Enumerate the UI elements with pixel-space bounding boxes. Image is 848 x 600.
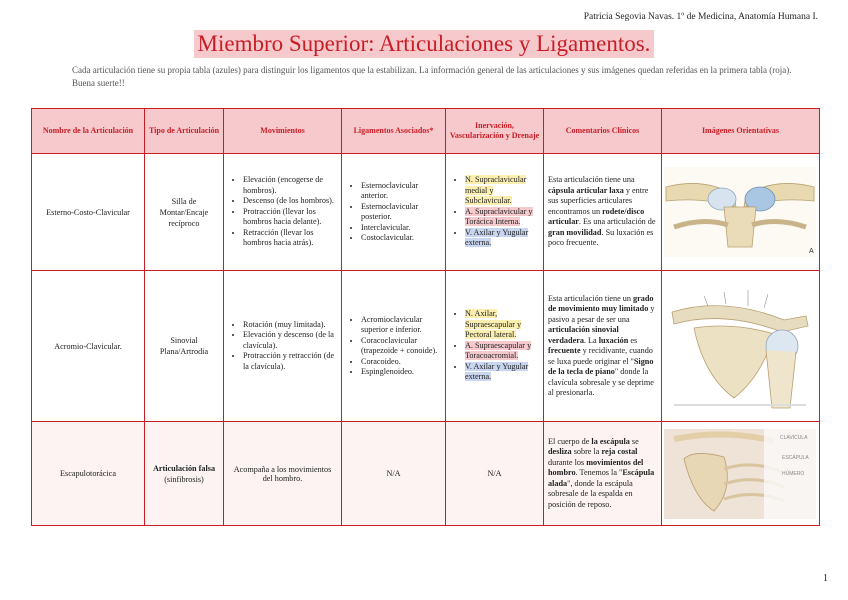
list-item	[465, 175, 539, 207]
list-item	[465, 228, 539, 249]
vein-text: V. Axilar y Yugular externa.	[465, 361, 529, 382]
list-item: • Elevación y descenso (de la clavícula).	[243, 330, 337, 351]
list-item: • Costoclavicular.	[361, 233, 441, 244]
comment-bold-text: cápsula articular laxa	[548, 185, 624, 195]
clinical-comment	[544, 271, 662, 422]
list-item	[465, 207, 539, 228]
joint-type-detail: (sinfibrosis)	[164, 474, 204, 484]
header-cell: Movimientos	[224, 109, 342, 154]
comment-bold-text: articulación sinovial verdadera	[548, 325, 619, 345]
ligaments-cell	[342, 271, 446, 422]
comment-text: sobre la	[571, 447, 602, 457]
comment-bold-text: rodete/disco articular	[548, 206, 645, 227]
comment-text: es	[628, 335, 638, 345]
movements-cell	[224, 154, 342, 271]
clinical-comment	[544, 422, 662, 526]
innervation-cell	[446, 271, 544, 422]
list-item: • Protracción (llevar los hombros hacia delante).	[243, 207, 337, 228]
comment-bold-text: grado de movimiento muy limitado	[548, 293, 654, 313]
list-item: • Esternoclavicular posterior.	[361, 202, 441, 223]
comment-text: y recidivante, cuando se luxa puede originar el "	[548, 346, 653, 366]
image-label: HÚMERO	[782, 470, 805, 477]
header-cell: Nombre de la Articulación	[32, 109, 145, 154]
header-cell: Comentarios Clínicos	[544, 109, 662, 154]
list-item: • Coracoideo.	[361, 357, 441, 368]
comment-text: y pasivo a pesar de ser una	[548, 304, 655, 324]
artery-text: A. Supraclavicular y Torácica Interna.	[465, 206, 533, 227]
author-line: Patricia Segovia Navas. 1º de Medicina, Anatomía Humana I.	[583, 12, 818, 22]
image-label: ESCÁPULA	[782, 454, 809, 461]
articulations-table	[31, 108, 820, 526]
comment-text: durante los	[548, 457, 587, 467]
comment-bold-text: luxación	[598, 335, 629, 345]
artery-text: A. Supraescapular y Toracoacromial.	[465, 340, 532, 361]
comment-text: Esta articulación tiene una	[548, 175, 635, 185]
sternoclavicular-joint-image	[662, 154, 820, 271]
list-item	[465, 362, 539, 383]
comment-bold-text: la escápula	[591, 436, 630, 446]
comment-bold-text: Escápula alada	[548, 468, 655, 488]
comment-text: . La	[583, 335, 599, 345]
comment-bold-text: frecuente	[548, 346, 581, 355]
page-number: 1	[823, 573, 828, 584]
clinical-comment	[544, 154, 662, 271]
comment-text: se	[629, 436, 639, 446]
intro-text: Cada articulación tiene su propia tabla (azules) para distinguir los ligamentos que la estabilizan. La información general de las articulaciones y sus imágenes quedan referidas en la primera tabla (roja). Buena suerte!!	[72, 65, 792, 88]
list-item: • Protracción y retracción (de la clavícula).	[243, 351, 337, 372]
vein-text: V. Axilar y Yugular externa.	[465, 227, 529, 248]
table-row	[32, 422, 820, 526]
innervation-cell: N/A	[446, 422, 544, 526]
header-cell: Ligamentos Asociados*	[342, 109, 446, 154]
comment-text: . Es una articulación de	[578, 217, 656, 227]
ligaments-cell: N/A	[342, 422, 446, 526]
list-item: • Coracoclavicular (trapezoide + conoide).	[361, 336, 441, 357]
header-cell: Tipo de Articulación	[145, 109, 224, 154]
comment-text: y entre sus superficies articulares encontramos un	[548, 185, 649, 216]
comment-text: Esta articulación tiene un	[548, 293, 634, 303]
list-item: • Rotación (muy limitada).	[243, 320, 337, 331]
comment-text: . Su luxación es poco frecuente.	[548, 227, 654, 248]
image-label: A	[809, 248, 814, 255]
table-row	[32, 154, 820, 271]
nerve-text: N. Axilar, Supraescapular y Pectoral lateral.	[465, 309, 522, 340]
comment-bold-text: Signo de la tecla de piano	[548, 356, 654, 376]
joint-type: Sinovial Plana/Artrodia	[145, 271, 224, 422]
list-item: • Interclavicular.	[361, 223, 441, 234]
image-label: CLAVÍCULA	[780, 434, 808, 441]
movements-cell	[224, 271, 342, 422]
list-item: • Espinglenoideo.	[361, 367, 441, 378]
innervation-cell	[446, 154, 544, 271]
scapulothoracic-image	[662, 422, 820, 526]
list-item: • Esternoclavicular anterior.	[361, 181, 441, 202]
comment-bold-text: reja costal	[601, 447, 638, 457]
header-cell: Imágenes Orientativas	[662, 109, 820, 154]
nerve-text: N. Supraclavicular medial y Subclavicular.	[465, 175, 527, 206]
list-item: • Descenso (de los hombros).	[243, 196, 337, 207]
comment-text: El cuerpo de	[548, 436, 592, 446]
joint-name: Esterno-Costo-Clavicular	[32, 154, 145, 271]
table-header-row	[32, 109, 820, 154]
list-item: • Acromioclavicular superior e inferior.	[361, 315, 441, 336]
joint-type: Silla de Montar/Encaje recíproco	[145, 154, 224, 271]
comment-bold-text: gran movilidad	[548, 227, 602, 237]
comment-text: ", donde la escápula sobresale de la espalda en posición de reposo.	[548, 478, 633, 509]
ligaments-cell	[342, 154, 446, 271]
list-item	[465, 341, 539, 362]
list-item: • Retracción (llevar los hombros hacia atrás).	[243, 228, 337, 249]
joint-name: Acromio-Clavicular.	[32, 271, 145, 422]
list-item	[465, 309, 539, 341]
acromioclavicular-joint-image	[662, 271, 820, 422]
header-cell: Inervación, Vascularización y Drenaje	[446, 109, 544, 154]
comment-text: . Tenemos la "	[575, 468, 623, 478]
joint-type-bold: Articulación falsa	[152, 463, 216, 473]
joint-type	[145, 422, 224, 526]
joint-name: Escapulotorácica	[32, 422, 145, 526]
movements-cell: Acompaña a los movimientos del hombro.	[224, 422, 342, 526]
comment-bold-text: movimientos del hombro	[548, 457, 644, 478]
comment-bold-text: desliza	[548, 447, 572, 457]
table-row	[32, 271, 820, 422]
comment-text: " donde la clavícula sobresale y se deprime al presionarla.	[548, 367, 654, 397]
list-item: • Elevación (encogerse de hombros).	[243, 175, 337, 196]
page-title: Miembro Superior: Articulaciones y Ligamentos.	[194, 30, 655, 58]
